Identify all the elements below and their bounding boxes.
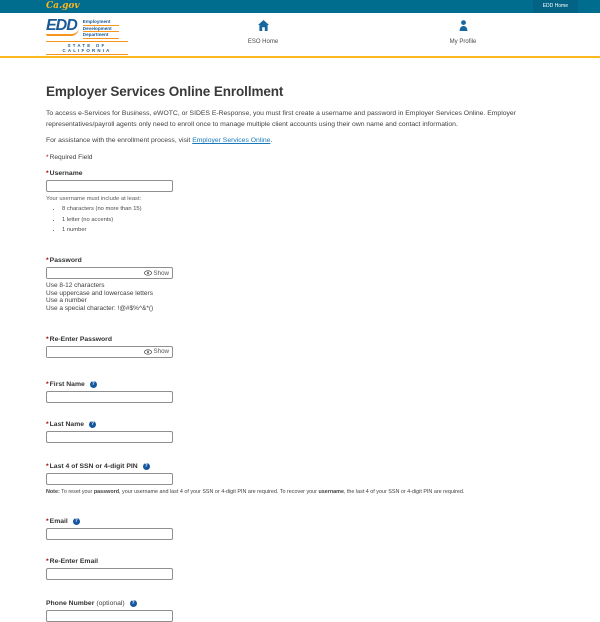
- required-asterisk: *: [46, 420, 49, 428]
- password-hint: Use a number: [46, 297, 87, 305]
- password-field-group: [46, 257, 554, 312]
- assistance-suffix: .: [270, 137, 273, 145]
- reenter-email-label: * Re-Enter Email: [46, 557, 99, 565]
- top-utility-bar: [0, 0, 600, 13]
- eye-icon: [144, 349, 152, 355]
- help-icon[interactable]: ?: [91, 421, 95, 428]
- reenter-email-field-group: [46, 558, 554, 580]
- reenter-password-label: * Re-Enter Password: [46, 335, 112, 343]
- reenter-password-input-wrap: [46, 346, 173, 358]
- email-field-group: [46, 518, 554, 540]
- required-asterisk: *: [46, 257, 49, 265]
- edd-department-lines: [83, 18, 119, 39]
- assistance-line: [46, 137, 554, 144]
- ssn-pin-input[interactable]: [46, 473, 173, 485]
- username-field-group: [46, 170, 554, 234]
- employer-services-online-link[interactable]: Employer Services Online: [192, 137, 271, 145]
- password-hints: [46, 282, 554, 312]
- edd-dept-line: Development: [83, 26, 119, 33]
- last-name-label: * Last Name ?: [46, 420, 95, 428]
- username-input[interactable]: [46, 180, 173, 192]
- site-header: [0, 13, 600, 58]
- last-name-input[interactable]: [46, 431, 173, 443]
- ssn-pin-note: Note: To reset your password, your username and last 4 of your SSN or 4-digit PIN are required. To recover your username, the last 4 of your SSN or 4-digit PIN are required.: [46, 488, 465, 495]
- ssn-pin-label: * Last 4 of SSN or 4-digit PIN ?: [46, 462, 148, 470]
- edd-dept-line: Employment: [83, 19, 119, 26]
- phone-label: Phone Number (optional) ?: [46, 599, 135, 607]
- required-asterisk: *: [46, 154, 49, 162]
- ssn-pin-field-group: [46, 463, 554, 495]
- username-hint-title: Your username must include at least:: [46, 196, 142, 203]
- email-input[interactable]: [46, 528, 173, 540]
- password-hint: Use uppercase and lowercase letters: [46, 289, 153, 297]
- username-label: * Username: [46, 170, 83, 178]
- username-requirement: • 8 characters (no more than 15): [62, 206, 554, 213]
- edd-home-link[interactable]: EDD Home: [533, 0, 578, 13]
- edd-logo-text: EDD: [46, 17, 77, 34]
- eye-icon: [144, 270, 152, 276]
- required-asterisk: *: [46, 170, 49, 178]
- edd-logo[interactable]: [46, 18, 128, 55]
- reenter-password-field-group: [46, 336, 554, 358]
- home-icon: [257, 19, 270, 32]
- last-name-field-group: [46, 421, 554, 443]
- reenter-email-input[interactable]: [46, 568, 173, 580]
- main-content: [0, 84, 600, 622]
- help-icon[interactable]: ?: [131, 600, 135, 607]
- help-icon[interactable]: ?: [144, 463, 148, 470]
- password-show-button[interactable]: Show: [144, 270, 172, 277]
- required-asterisk: *: [46, 462, 49, 470]
- email-label: * Email ?: [46, 517, 78, 525]
- password-input[interactable]: [47, 268, 144, 278]
- password-hint: Use 8-12 characters: [46, 282, 105, 290]
- password-hint: Use a special character: !@#$%^&*(): [46, 305, 154, 313]
- reenter-password-input[interactable]: [47, 347, 144, 357]
- nav-eso-home[interactable]: [233, 19, 293, 45]
- username-requirement: • 1 number: [62, 227, 554, 234]
- first-name-label: * First Name ?: [46, 380, 95, 388]
- phone-field-group: [46, 600, 554, 622]
- nav-my-profile-label: My Profile: [449, 39, 477, 45]
- required-asterisk: *: [46, 335, 49, 343]
- person-icon: [457, 19, 470, 32]
- help-icon[interactable]: ?: [74, 518, 78, 525]
- reenter-password-show-button[interactable]: Show: [144, 348, 172, 355]
- required-asterisk: *: [46, 517, 49, 525]
- phone-optional-text: (optional): [96, 599, 125, 607]
- edd-dept-line: Department: [83, 32, 119, 39]
- intro-paragraph: To access e-Services for Business, eWOTC, or SIDES E-Response, you must first create a username and password in Employer Services Online. Employer representatives/payroll agents only need to enroll once to manage multiple client accounts using their own name and contact information.: [46, 110, 516, 129]
- assistance-prefix: For assistance with the enrollment process, visit: [46, 137, 193, 145]
- first-name-field-group: [46, 381, 554, 403]
- first-name-input[interactable]: [46, 391, 173, 403]
- nav-eso-home-label: ESO Home: [247, 39, 279, 45]
- phone-input[interactable]: [46, 610, 173, 622]
- username-requirement: • 1 letter (no accents): [62, 217, 554, 224]
- help-icon[interactable]: ?: [91, 381, 95, 388]
- required-asterisk: *: [46, 557, 49, 565]
- nav-my-profile[interactable]: [433, 19, 493, 45]
- required-asterisk: *: [46, 380, 49, 388]
- ca-gov-logo[interactable]: Ca.gov: [46, 1, 80, 11]
- state-of-california-label: STATE OF CALIFORNIA: [46, 41, 128, 55]
- password-input-wrap: [46, 267, 173, 279]
- required-field-note: [46, 154, 554, 161]
- password-label: * Password: [46, 257, 82, 265]
- page-title: Employer Services Online Enrollment: [46, 84, 284, 99]
- username-requirements-list: [62, 206, 554, 234]
- required-field-text: Required Field: [49, 154, 93, 162]
